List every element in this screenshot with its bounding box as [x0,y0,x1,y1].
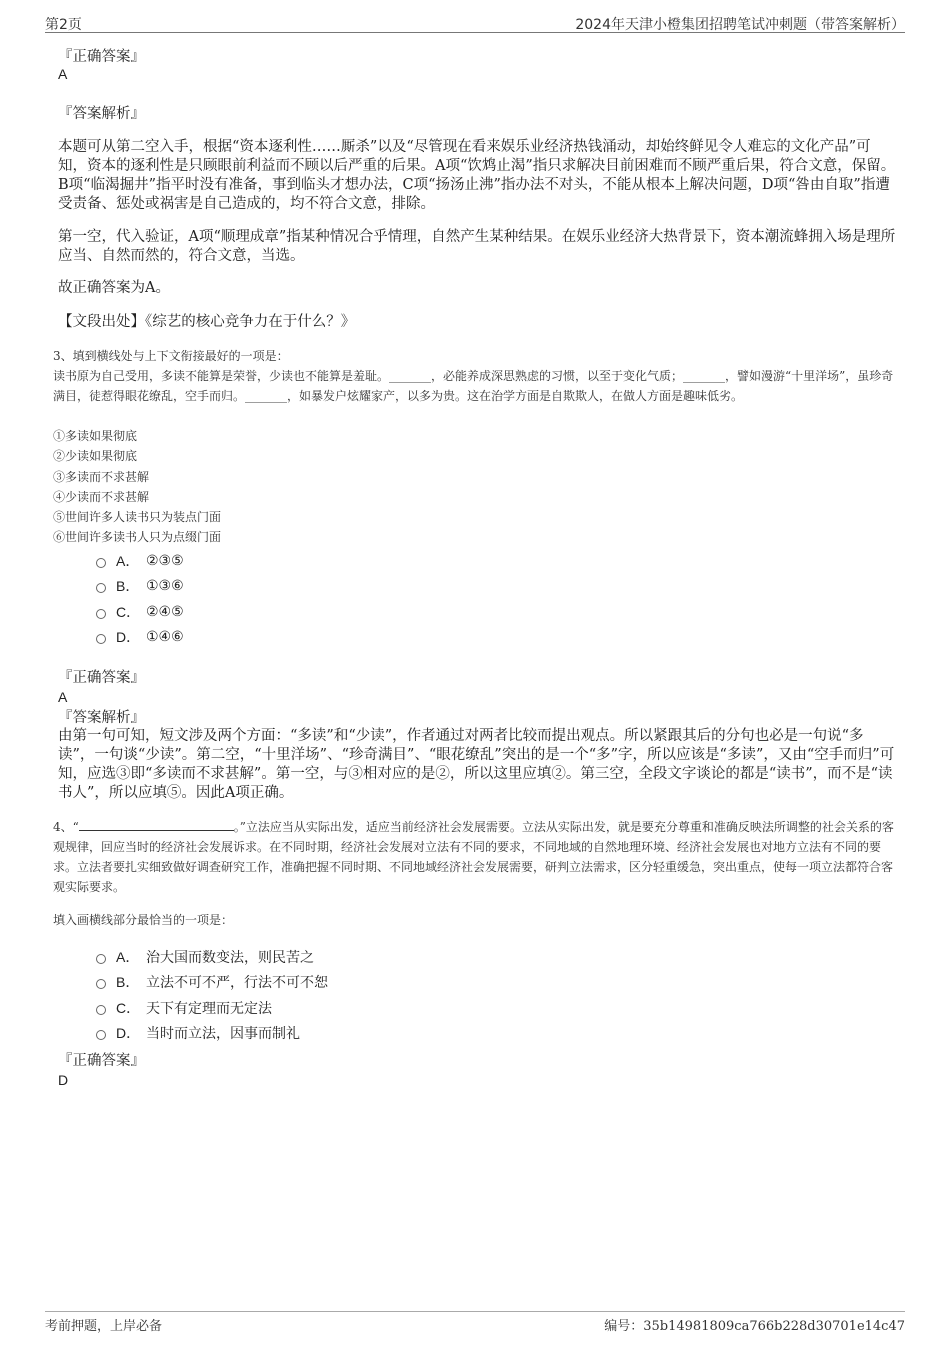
q3-answer-label: 『正确答案』 [58,670,145,686]
q4-stem-prefix: 4、“ [53,820,79,834]
q2-answer-label: 『正确答案』 [58,49,145,65]
option-text: ①④⑥ [146,629,184,645]
q4-blank [79,818,234,831]
option-text: ②④⑤ [146,604,184,620]
footer-divider [45,1311,905,1312]
q2-analysis-paragraph-2: 第一空，代入验证，A项“顺理成章”指某种情况合乎情理，自然产生某种结果。在娱乐业经济大热背景下，资本潮流蜂拥入场是理所应当、自然而然的，符合文意，当选。 [58,229,896,264]
option-text: 当时而立法，因事而制礼 [146,1026,300,1042]
q2-analysis-label: 『答案解析』 [58,106,145,122]
q3-option-c[interactable] [96,601,184,623]
q4-stem [53,817,898,897]
q3-item-2: ②少读如果彻底 [53,449,138,463]
option-letter: B． [116,974,140,990]
page-number: 第2页 [45,17,82,33]
radio-icon[interactable] [96,634,106,644]
footer-slogan: 考前押题，上岸必备 [45,1319,163,1334]
option-letter: C． [116,1000,141,1016]
radio-icon[interactable] [96,609,106,619]
q3-item-6: ⑥世间许多读书人只为点缀门面 [53,530,222,544]
radio-icon[interactable] [96,1005,106,1015]
radio-icon[interactable] [96,558,106,568]
q2-source: 【文段出处】《综艺的核心竞争力在于什么？》 [58,314,356,330]
option-letter: A． [116,553,140,569]
q3-item-3: ③多读而不求甚解 [53,470,150,484]
radio-icon[interactable] [96,954,106,964]
q3-option-d[interactable] [96,626,184,648]
q3-analysis: 由第一句可知，短文涉及两个方面：“多读”和“少读”，作者通过对两者比较而提出观点。所以紧跟其后的分句也必是一句说“多读”，一句谈“少读”。第二空，“十里洋场”、“珍奇满目”、“眼花缭乱”突出的是一个“多”字，所以应该是“多读”，又由“空手而归”可知，应选③即“多读而不求甚解”。第一空，与③相对应的是②，所以这里应填②。第三空，全段文字谈论的都是“读书”，而不是“读书人”，所以应填⑤。因此A项正确。 [58,728,895,801]
header-divider [45,32,905,33]
q3-item-4: ④少读而不求甚解 [53,490,150,504]
q4-answer-label: 『正确答案』 [58,1053,145,1069]
q4-prompt: 填入画横线部分最恰当的一项是： [53,913,234,927]
q4-answer: D [58,1072,69,1088]
document-title: 2024年天津小橙集团招聘笔试冲刺题（带答案解析） [575,17,905,33]
document-code: 编号：35b14981809ca766b228d30701e14c47 [604,1319,905,1334]
option-letter: D． [116,629,141,645]
q4-option-a[interactable] [96,946,314,968]
option-text: 立法不可不严，行法不可不恕 [146,975,328,991]
option-letter: B． [116,578,140,594]
q3-option-a[interactable] [96,550,184,572]
q3-passage: 读书原为自己受用，多读不能算是荣誉，少读也不能算是羞耻。_______，必能养成深思熟虑的习惯，以至于变化气质；_______，譬如漫游“十里洋场”，虽珍奇满目，徒惹得眼花缭乱，空手而归。_______，如暴发户炫耀家产，以多为贵。这在治学方面是自欺欺人，在做人方面是趣味低劣。 [53,369,894,403]
option-letter: C． [116,604,141,620]
option-letter: A． [116,949,140,965]
radio-icon[interactable] [96,583,106,593]
radio-icon[interactable] [96,1030,106,1040]
option-text: 天下有定理而无定法 [146,1001,272,1017]
q2-answer: A [58,66,68,82]
q3-stem: 3、填到横线处与上下文衔接最好的一项是： [53,349,289,363]
q4-option-c[interactable] [96,997,272,1019]
q2-analysis-paragraph-1: 本题可从第二空入手，根据“资本逐利性……厮杀”以及“尽管现在看来娱乐业经济热钱涌动，却始终鲜见令人难忘的文化产品”可知，资本的逐利性是只顾眼前利益而不顾以后严重的后果。A项“饮鸩止渴”指只求解决目前困难而不顾严重后果，符合文意，保留。B项“临渴掘井”指平时没有准备，事到临头才想办法，C项“扬汤止沸”指办法不对头，不能从根本上解决问题，D项“咎由自取”指遭受责备、惩处或祸害是自己造成的，均不符合文意，排除。 [58,139,896,212]
q3-analysis-label: 『答案解析』 [58,710,145,726]
option-text: ②③⑤ [146,553,184,569]
q3-option-b[interactable] [96,575,184,597]
q3-answer: A [58,689,68,705]
q3-item-5: ⑤世间许多人读书只为装点门面 [53,510,222,524]
radio-icon[interactable] [96,979,106,989]
q3-item-1: ①多读如果彻底 [53,429,138,443]
q2-conclusion: 故正确答案为A。 [58,280,170,296]
option-letter: D． [116,1025,141,1041]
q4-option-d[interactable] [96,1022,300,1044]
option-text: 治大国而数变法，则民苦之 [146,950,314,966]
q4-option-b[interactable] [96,971,328,993]
q4-stem-text: 。”立法应当从实际出发，适应当前经济社会发展需要。立法从实际出发，就是要充分尊重和准确反映法所调整的社会关系的客观规律，回应当时的经济社会发展诉求。在不同时期，经济社会发展对立法有不同的要求，不同地域的自然地理环境、经济社会发展也对地方立法有不同的要求。立法者要扎实细致做好调查研究工作，准确把握不同时期、不同地域经济社会发展需要，研判立法需求，区分轻重缓急，突出重点，使每一项立法都符合客观实际要求。 [53,820,894,894]
option-text: ①③⑥ [146,578,184,594]
